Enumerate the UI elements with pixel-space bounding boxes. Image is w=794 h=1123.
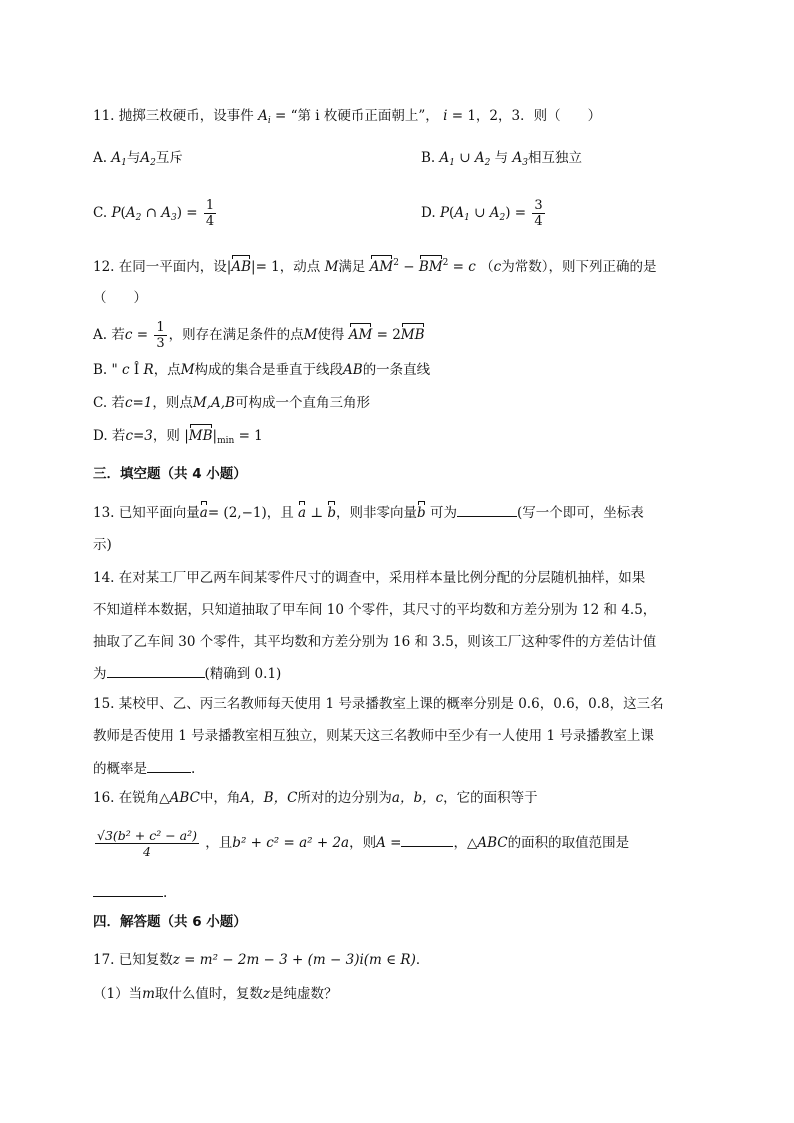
q12-stem: 12. 在同一平面内，设|AB|= 1，动点 M满足 $AM^2 - BM^2 = c$ （c为常数），则下列正确的是 bbox=[93, 258, 657, 275]
q11-option-d: D. $P(A_1$ ∪ $A_2$) = $\frac{3}{4}$ bbox=[421, 198, 543, 229]
q12-option-a: A. 若c = $\frac{1}{3}$ ，则存在满足条件的点M使得 AM = 2MB bbox=[93, 320, 425, 351]
q12-option-b: B. " c Î R，点M构成的集合是垂直于线段AB的一条直线 bbox=[93, 362, 431, 378]
q11-option-a: A. $A_1$与$A_2$互斥 bbox=[93, 150, 183, 168]
q16-line-3: . bbox=[93, 882, 167, 903]
q15-line-2: 教师是否使用 1 号录播教室相互独立，则某天这三名教师中至少有一人使用 1 号录播教室上课 bbox=[93, 728, 654, 744]
q13-answer-blank[interactable] bbox=[457, 502, 517, 517]
q14-line-4: 为 (精确到 0.1) bbox=[93, 663, 281, 684]
section-3-heading: 三．填空题（共 4 小题） bbox=[93, 466, 247, 482]
q16-angle-blank[interactable] bbox=[401, 832, 453, 847]
section-4-heading: 四．解答题（共 6 小题） bbox=[93, 914, 247, 930]
q14-line-1: 14. 在对某工厂甲乙两车间某零件尺寸的调查中，采用样本量比例分配的分层随机抽样，如果 bbox=[93, 570, 646, 586]
q12-option-c: C. 若c=1，则点M,A,B可构成一个直角三角形 bbox=[93, 395, 370, 411]
q11-option-c: C. $P(A_2$ ∩ $A_3$) = $\frac{1}{4}$ bbox=[93, 198, 215, 229]
area-fraction: $\frac{\text{√3(b² + c² − a²)}}{4}$ bbox=[97, 828, 197, 859]
fraction-3-4: $\frac{3}{4}$ bbox=[534, 198, 543, 229]
q17-stem: 17. 已知复数z = m² − 2m − 3 + (m − 3)i(m ∈ R)． bbox=[93, 952, 430, 968]
q15-line-3: 的概率是 . bbox=[93, 758, 195, 779]
q11-option-b: B. $A_1$ ∪ $A_2$ 与 $A_3$相互独立 bbox=[421, 150, 582, 168]
q15-answer-blank[interactable] bbox=[147, 758, 191, 773]
q12-option-d: D. 若c=3，则 $|MB|_{min} = 1$ bbox=[93, 428, 263, 446]
fraction-1-4: $\frac{1}{4}$ bbox=[205, 198, 215, 229]
q16-line-1: 16. 在锐角△ABC中，角A，B，C所对的边分别为a，b，c，它的面积等于 bbox=[93, 790, 538, 806]
q12-paren: （ ） bbox=[93, 290, 147, 306]
q14-line-2: 不知道样本数据，只知道抽取了甲车间 10 个零件，其尺寸的平均数和方差分别为 12 和 4.5， bbox=[93, 602, 657, 618]
q11-stem: 11. 抛掷三枚硬币，设事件 $A_i$ = “第 i 枚硬币正面朝上”， i = 1，2，3．则（ ） bbox=[93, 108, 602, 126]
q16-area-blank[interactable] bbox=[93, 882, 163, 897]
q14-answer-blank[interactable] bbox=[107, 663, 205, 678]
q14-line-3: 抽取了乙车间 30 个零件，其平均数和方差分别为 16 和 3.5，则该工厂这种零件的方差估计值 bbox=[93, 634, 657, 650]
q17-part-1: （1）当m取什么值时，复数z是纯虚数？ bbox=[93, 986, 338, 1002]
q15-line-1: 15. 某校甲、乙、丙三名教师每天使用 1 号录播教室上课的概率分别是 0.6，0.6，0.8，这三名 bbox=[93, 696, 664, 712]
q13-line-2: 示) bbox=[93, 537, 112, 553]
q16-line-2: $\frac{\text{√3(b² + c² − a²)}}{4}$ ，且b² + c² = a² + 2a，则A = ，△ABC的面积的取值范围是 bbox=[97, 828, 630, 859]
q13-line-1: 13. 已知平面向量a= (2,−1)，且 a ⊥ b，则非零向量b 可为 (写一个即可，坐标表 bbox=[93, 502, 644, 523]
